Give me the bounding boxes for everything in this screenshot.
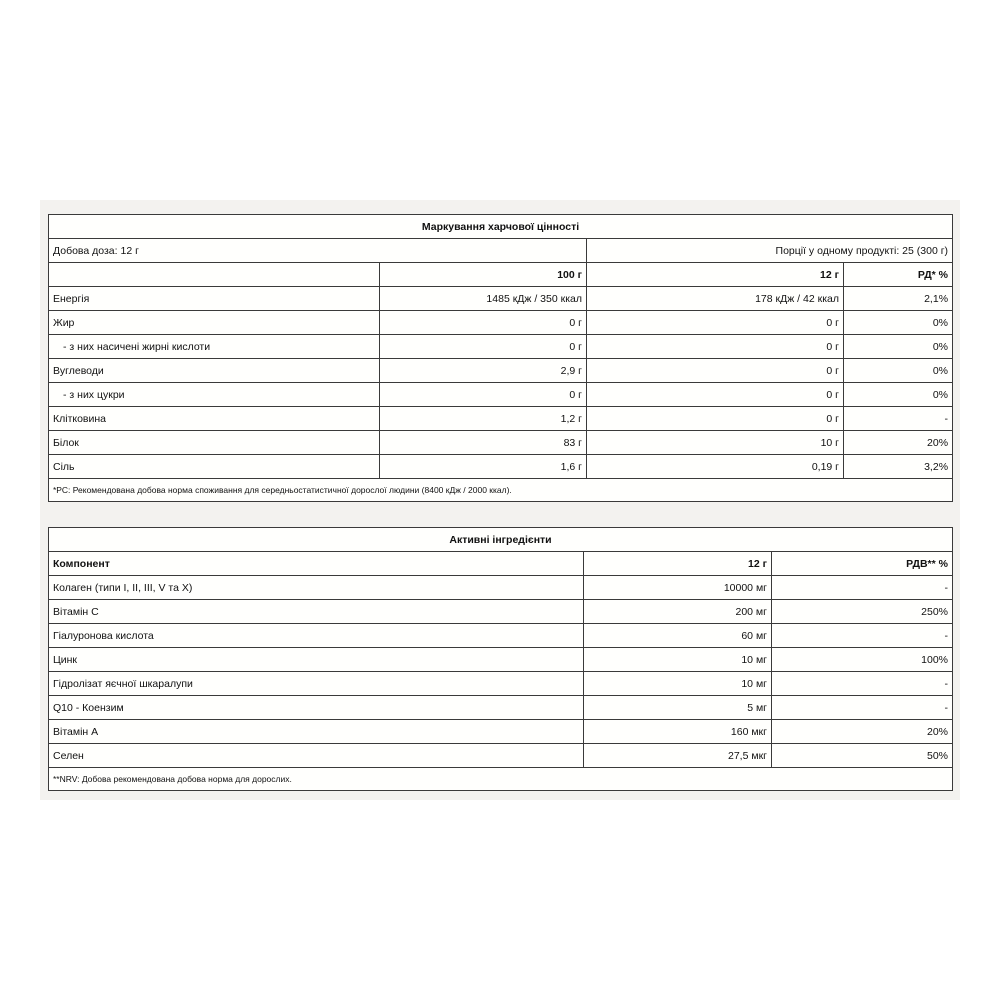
value-rd: 20% (844, 431, 953, 455)
nutrient-name: Енергія (49, 287, 380, 311)
ingredient-name: Вітамін С (49, 600, 584, 624)
value-100g: 1485 кДж / 350 ккал (380, 287, 587, 311)
daily-dose: Добова доза: 12 г (49, 239, 587, 263)
value-12g: 10 мг (584, 672, 772, 696)
ingredients-footnote: **NRV: Добова рекомендована добова норма для дорослих. (49, 768, 953, 791)
value-rdv: 50% (772, 744, 953, 768)
table-row (49, 600, 953, 624)
value-100g: 0 г (380, 335, 587, 359)
table-row (49, 311, 953, 335)
value-12g: 60 мг (584, 624, 772, 648)
value-12g: 160 мкг (584, 720, 772, 744)
value-100g: 0 г (380, 311, 587, 335)
value-12g: 10000 мг (584, 576, 772, 600)
ingredient-name: Гіалуронова кислота (49, 624, 584, 648)
value-rdv: - (772, 624, 953, 648)
table-row (49, 455, 953, 479)
value-12g: 0,19 г (587, 455, 844, 479)
header-component: Компонент (49, 552, 584, 576)
ingredient-name: Вітамін А (49, 720, 584, 744)
nutrition-facts-table (48, 214, 953, 502)
nutrient-name: Сіль (49, 455, 380, 479)
ingredients-title: Активні інгредієнти (49, 528, 953, 552)
value-12g: 0 г (587, 407, 844, 431)
nutrient-name: - з них цукри (49, 383, 380, 407)
value-rdv: 250% (772, 600, 953, 624)
value-12g: 27,5 мкг (584, 744, 772, 768)
servings-per-product: Порції у одному продукті: 25 (300 г) (587, 239, 953, 263)
value-12g: 5 мг (584, 696, 772, 720)
table-row (49, 648, 953, 672)
value-100g: 1,2 г (380, 407, 587, 431)
nutrient-name: Клітковина (49, 407, 380, 431)
nutrient-name: Вуглеводи (49, 359, 380, 383)
nutrition-title: Маркування харчової цінності (49, 215, 953, 239)
table-row (49, 287, 953, 311)
value-rd: 3,2% (844, 455, 953, 479)
table-row (49, 696, 953, 720)
table-row (49, 383, 953, 407)
value-rd: 0% (844, 311, 953, 335)
ingredient-name: Селен (49, 744, 584, 768)
value-100g: 0 г (380, 383, 587, 407)
nutrient-name: - з них насичені жирні кислоти (49, 335, 380, 359)
header-12g: 12 г (584, 552, 772, 576)
header-rd: РД* % (844, 263, 953, 287)
value-rd: 0% (844, 335, 953, 359)
table-row (49, 744, 953, 768)
nutrition-header-row (49, 263, 953, 287)
value-rdv: 100% (772, 648, 953, 672)
table-row (49, 335, 953, 359)
table-row (49, 431, 953, 455)
value-rd: - (844, 407, 953, 431)
table-row (49, 624, 953, 648)
value-12g: 0 г (587, 383, 844, 407)
ingredients-header-row (49, 552, 953, 576)
value-12g: 0 г (587, 359, 844, 383)
value-rd: 2,1% (844, 287, 953, 311)
value-12g: 200 мг (584, 600, 772, 624)
ingredient-name: Q10 - Коензим (49, 696, 584, 720)
value-100g: 1,6 г (380, 455, 587, 479)
table-row (49, 720, 953, 744)
value-rdv: - (772, 696, 953, 720)
value-12g: 178 кДж / 42 ккал (587, 287, 844, 311)
table-row (49, 359, 953, 383)
table-row (49, 576, 953, 600)
value-rdv: - (772, 672, 953, 696)
value-rd: 0% (844, 383, 953, 407)
nutrient-name: Білок (49, 431, 380, 455)
value-12g: 10 г (587, 431, 844, 455)
ingredient-name: Гідролізат яєчної шкаралупи (49, 672, 584, 696)
value-rdv: 20% (772, 720, 953, 744)
active-ingredients-table (48, 527, 953, 791)
table-row (49, 672, 953, 696)
ingredient-name: Цинк (49, 648, 584, 672)
value-100g: 2,9 г (380, 359, 587, 383)
value-12g: 0 г (587, 335, 844, 359)
value-rd: 0% (844, 359, 953, 383)
nutrient-name: Жир (49, 311, 380, 335)
header-12g: 12 г (587, 263, 844, 287)
value-12g: 0 г (587, 311, 844, 335)
header-empty-cell (49, 263, 380, 287)
value-rdv: - (772, 576, 953, 600)
nutrition-footnote: *РС: Рекомендована добова норма споживання для середньостатистичної дорослої людини (8400 кДж / 2000 ккал). (49, 479, 953, 502)
value-12g: 10 мг (584, 648, 772, 672)
header-rdv: РДВ** % (772, 552, 953, 576)
ingredient-name: Колаген (типи I, II, III, V та X) (49, 576, 584, 600)
header-100g: 100 г (380, 263, 587, 287)
table-row (49, 407, 953, 431)
value-100g: 83 г (380, 431, 587, 455)
